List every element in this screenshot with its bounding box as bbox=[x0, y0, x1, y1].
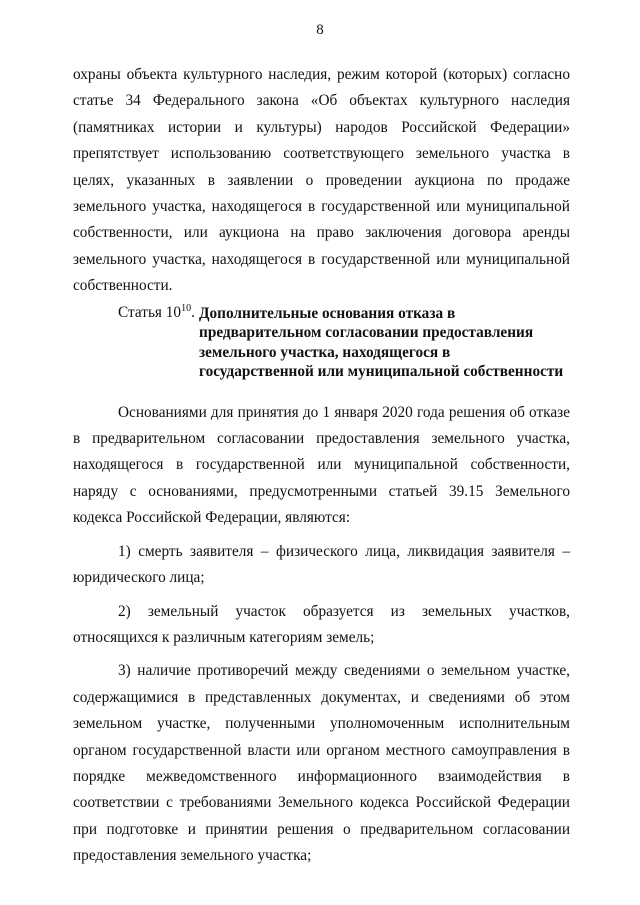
article-title-line: предварительном согласовании предоставления bbox=[199, 324, 534, 342]
article-label-text: Статья 10 bbox=[118, 303, 182, 321]
article-title-line: Дополнительные основания отказа в bbox=[199, 304, 456, 322]
article-title bbox=[199, 300, 570, 382]
list-item-2: 2) земельный участок образуется из земельных участков, относящихся к различным категориям земель; bbox=[73, 602, 570, 646]
intro-paragraph: охраны объекта культурного наследия, режим которой (которых) согласно статье 34 Федерального закона «Об объектах культурного наследия (памятниках истории и культуры) народов Российской Федерации» препятствует использованию соответствующего земельного участка в целях, указанных в заявлении о проведении аукциона по продаже земельного участка, находящегося в государственной или муниципальной собственности, или аукциона на право заключения договора аренды земельного участка, находящегося в государственной или муниципальной собственности. bbox=[73, 66, 570, 295]
body-paragraph: Основаниями для принятия до 1 января 2020 года решения об отказе в предварительном согласовании предоставления земельного участка, находящегося в государственной или муниципальной собственности, наряду с основаниями, предусмотренными статьей 39.15 Земельного кодекса Российской Федерации, являются: bbox=[73, 403, 570, 527]
page-number: 8 bbox=[316, 22, 324, 38]
article-title-line: государственной или муниципальной собственности bbox=[199, 363, 564, 381]
article-label bbox=[118, 300, 195, 326]
list-item-3: 3) наличие противоречий между сведениями о земельном участке, содержащимися в представленных документах, и сведениями об этом земельном участке, полученными уполномоченным исполнительным органом государственной власти или органом местного самоуправления в порядке межведомственного информационного взаимодействия в соответствии с требованиями Земельного кодекса Российской Федерации при подготовке и принятии решения о предварительном согласовании предоставления земельного участка; bbox=[73, 662, 570, 865]
article-label-superscript: 10 bbox=[181, 302, 192, 314]
article-title-line: земельного участка, находящегося в bbox=[199, 343, 451, 361]
article-label-suffix: . bbox=[191, 303, 195, 321]
list-item-1: 1) смерть заявителя – физического лица, ликвидация заявителя – юридического лица; bbox=[73, 542, 570, 587]
article-heading bbox=[73, 300, 570, 384]
document-body bbox=[73, 62, 570, 870]
